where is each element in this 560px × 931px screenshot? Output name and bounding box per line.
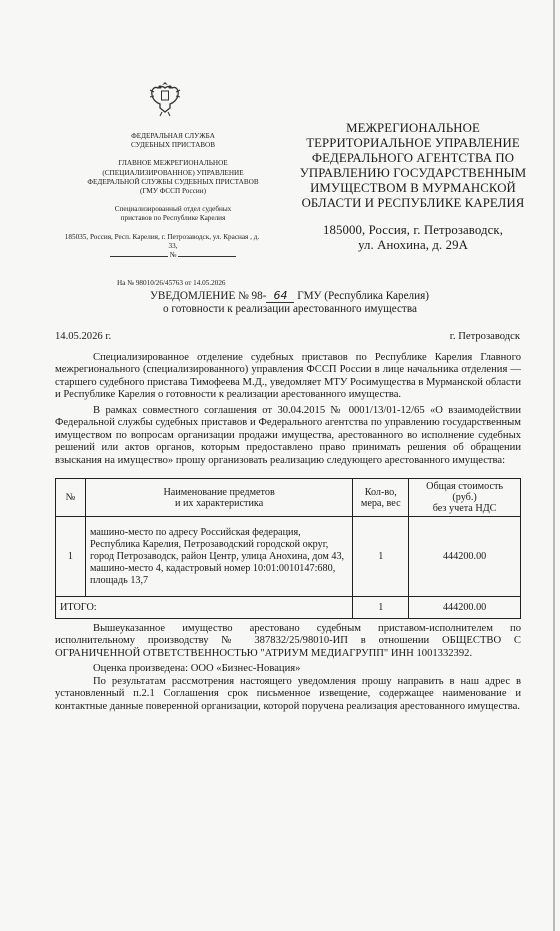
sender-address-house: 33, xyxy=(168,241,178,250)
row-cost: 444200.00 xyxy=(409,517,521,597)
sender-line: ФЕДЕРАЛЬНОЙ СЛУЖБЫ СУДЕБНЫХ ПРИСТАВОВ xyxy=(87,177,259,186)
sender-block xyxy=(62,132,284,260)
header-name: Наименование предметов и их характеристика xyxy=(85,479,352,517)
table-row xyxy=(56,517,521,597)
notice-title xyxy=(150,289,450,303)
outgoing-number xyxy=(62,251,284,260)
sender-spacer xyxy=(62,224,284,233)
document-place: г. Петрозаводск xyxy=(449,331,520,342)
sender-line: приставов по Республике Карелия xyxy=(120,214,226,223)
recipient-address xyxy=(292,223,534,253)
document-date: 14.05.2026 г. xyxy=(55,331,112,342)
notice-subtitle: о готовности к реализации арестованного имущества xyxy=(163,303,417,315)
header-qty: Кол-во, мера, вес xyxy=(353,479,409,517)
recipient-address-line: ул. Анохина, д. 29А xyxy=(358,238,468,252)
sender-spacer xyxy=(62,196,284,205)
header-num: № xyxy=(56,479,86,517)
sender-line: (СПЕЦИАЛИЗИРОВАННОЕ) УПРАВЛЕНИЕ xyxy=(102,168,244,177)
outgoing-number-blank xyxy=(178,256,236,257)
number-sign: № xyxy=(169,251,177,260)
recipient-line: ИМУЩЕСТВОМ В МУРМАНСКОЙ xyxy=(310,181,516,195)
scan-edge xyxy=(553,0,555,931)
paragraph-arrest: Вышеуказанное имущество арестовано судебным приставом-исполнителем по исполнительному производству № 387832/25/98010-ИП в отношении ОБЩЕСТВО С ОГРАНИЧЕННОЙ ОТВЕТСТВЕННОСТЬЮ "АТРИУМ МЕДИАГРУПП" ИНН 1001332392. xyxy=(55,623,521,659)
total-cost: 444200.00 xyxy=(409,597,521,619)
recipient-block xyxy=(292,121,534,211)
row-num: 1 xyxy=(56,517,86,597)
paragraph-valuation: Оценка произведена: ООО «Бизнес-Новация» xyxy=(93,663,301,674)
recipient-line: ОБЛАСТИ И РЕСПУБЛИКЕ КАРЕЛИЯ xyxy=(301,196,525,210)
recipient-line: УПРАВЛЕНИЮ ГОСУДАРСТВЕННЫМ xyxy=(299,166,527,180)
sender-spacer xyxy=(62,150,284,159)
sender-address: 185035, Россия, Респ. Карелия, г. Петрозаводск, ул. Красная , д. xyxy=(64,232,260,241)
paragraph-request: По результатам рассмотрения настоящего уведомления прошу направить в наш адрес в установленный п.2.1 Соглашения срок письменное извещение, содержащее наименование и контактные данные поверенной организации, которой поручена реализация арестованного имущества. xyxy=(55,676,521,712)
notice-title-prefix: УВЕДОМЛЕНИЕ № 98- xyxy=(150,290,267,302)
notice-number-handwritten: 64 xyxy=(266,289,294,303)
total-qty: 1 xyxy=(353,597,409,619)
notice-title-suffix: ГМУ (Республика Карелия) xyxy=(297,290,430,302)
coat-of-arms-icon xyxy=(148,78,182,118)
outgoing-date-blank xyxy=(110,256,168,257)
header-cost: Общая стоимость (руб.) без учета НДС xyxy=(409,479,521,517)
reference-line: На № 98010/26/45763 от 14.05.2026 xyxy=(117,279,226,287)
table-total-row xyxy=(56,597,521,619)
recipient-line: МЕЖРЕГИОНАЛЬНОЕ xyxy=(346,121,480,135)
recipient-address-line: 185000, Россия, г. Петрозаводск, xyxy=(323,223,503,237)
property-table xyxy=(55,478,521,619)
total-label: ИТОГО: xyxy=(56,597,353,619)
sender-line: ГЛАВНОЕ МЕЖРЕГИОНАЛЬНОЕ xyxy=(118,159,228,168)
recipient-line: ФЕДЕРАЛЬНОГО АГЕНТСТВА ПО xyxy=(311,151,515,165)
sender-line: СУДЕБНЫХ ПРИСТАВОВ xyxy=(130,141,216,150)
row-qty: 1 xyxy=(353,517,409,597)
sender-line: ФЕДЕРАЛЬНАЯ СЛУЖБА xyxy=(131,132,215,140)
recipient-line: ТЕРРИТОРИАЛЬНОЕ УПРАВЛЕНИЕ xyxy=(306,136,520,150)
table-header-row xyxy=(56,479,521,517)
paragraph-intro: Специализированное отделение судебных приставов по Республике Карелия Главного межрегионального (специализированного) управления ФССП России в лице начальника отделения — старшего судебного пристава Тимофеева М.Д., уведомляет МТУ Росимущества в Мурманской области и Республике Карелия о готовности к реализации арестованного имущества. xyxy=(55,352,521,401)
row-name: машино-место по адресу Российская федерация, Республика Карелия, Петрозаводский городской округ, город Петрозаводск, район Центр, улица Анохина, дом 43, машино-место 4, кадастровый номер 10:01:0010147:680, площадь 13,7 xyxy=(85,517,352,597)
sender-line: (ГМУ ФССП России) xyxy=(139,187,207,196)
sender-line: Специализированный отдел судебных xyxy=(114,205,232,214)
paragraph-agreement: В рамках совместного соглашения от 30.04.2015 № 0001/13/01-12/65 «О взаимодействии Федеральной службы судебных приставов и Федерального агентства по управлению государственным имуществом по вопросам организации продажи имущества, арестованного во исполнение судебных решений или актов органов, которым предоставлено право принимать решения об обращении взыскания на имущество» прошу организовать реализацию следующего арестованного имущества: xyxy=(55,405,521,466)
